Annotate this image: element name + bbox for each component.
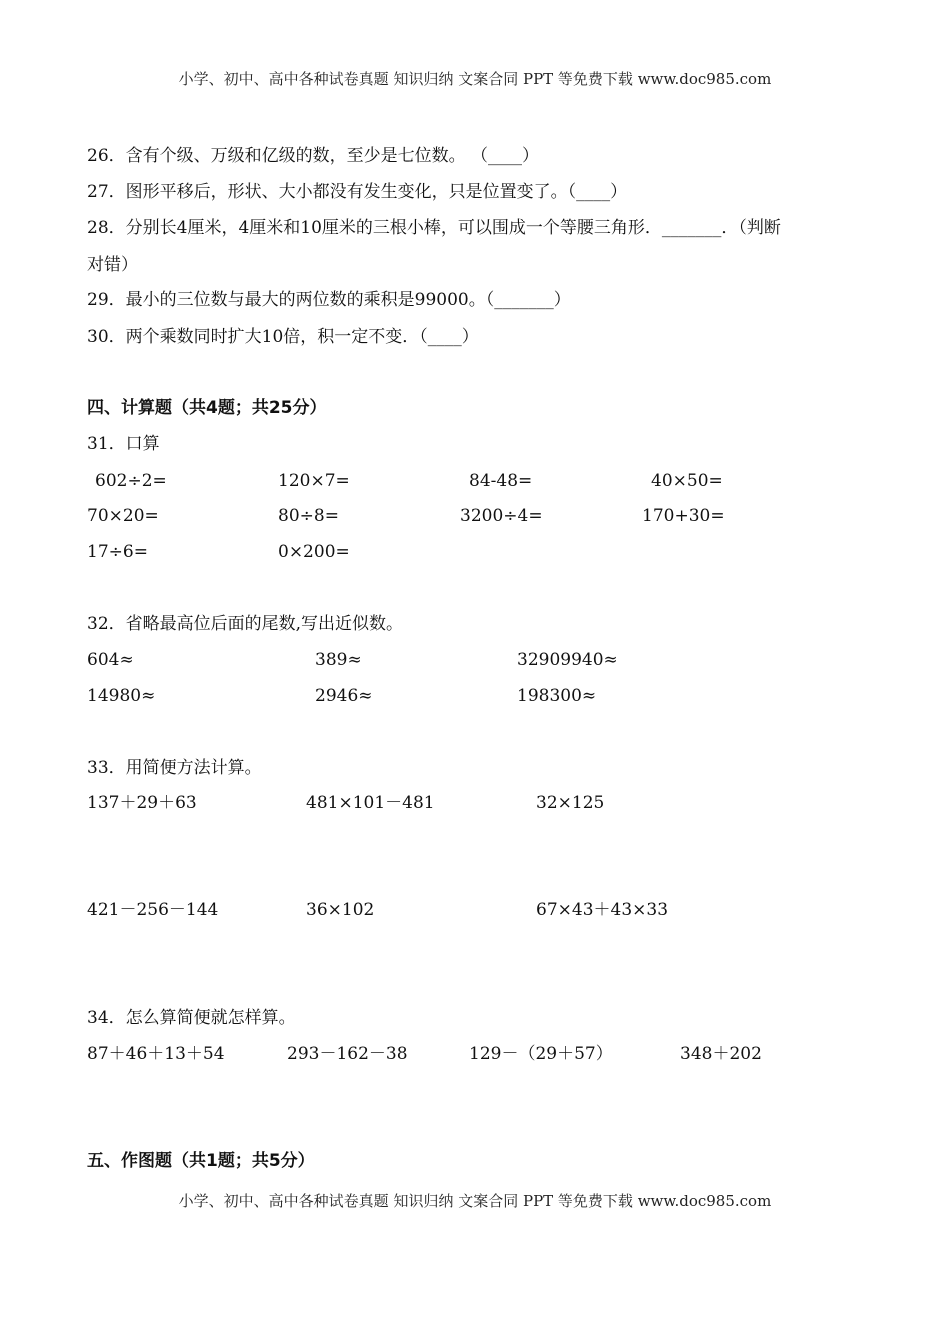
question-29: 29．最小的三位数与最大的两位数的乘积是99000。（_______） [87,290,571,310]
approx-item: 32909940≈ [517,650,618,670]
simplify-item: 137＋29＋63 [87,793,197,813]
oral-calc-item: 3200÷4= [460,506,543,526]
question-34-title: 34．怎么算简便就怎样算。 [87,1008,296,1028]
simplify-item: 421－256－144 [87,900,219,920]
oral-calc-item: 0×200= [278,542,350,562]
question-26: 26．含有个级、万级和亿级的数，至少是七位数。 （____） [87,146,540,166]
simplify-item: 67×43＋43×33 [536,900,669,920]
approx-item: 389≈ [315,650,362,670]
question-28-line1: 28．分别长4厘米，4厘米和10厘米的三根小棒，可以围成一个等腰三角形．_______．（判断 [87,218,781,238]
calc-item: 87＋46＋13＋54 [87,1044,225,1064]
approx-item: 2946≈ [315,686,373,706]
oral-calc-item: 70×20= [87,506,159,526]
approx-item: 604≈ [87,650,134,670]
calc-item: 348＋202 [680,1044,762,1064]
oral-calc-item: 170+30= [642,506,725,526]
calc-item: 129－（29＋57） [469,1044,613,1064]
approx-item: 14980≈ [87,686,156,706]
oral-calc-item: 120×7= [278,471,350,491]
approx-item: 198300≈ [517,686,597,706]
section-4-title: 四、计算题（共4题；共25分） [87,398,327,418]
calc-item: 293－162－38 [287,1044,408,1064]
section-5-title: 五、作图题（共1题；共5分） [87,1151,315,1171]
question-27: 27．图形平移后，形状、大小都没有发生变化，只是位置变了。（____） [87,182,628,202]
question-28-line2: 对错） [87,255,138,275]
simplify-item: 32×125 [536,793,605,813]
oral-calc-item: 84-48= [469,471,533,491]
simplify-item: 36×102 [306,900,375,920]
question-33-title: 33．用简便方法计算。 [87,758,262,778]
oral-calc-item: 17÷6= [87,542,148,562]
oral-calc-item: 602÷2= [95,471,167,491]
oral-calc-item: 40×50= [651,471,723,491]
question-30: 30．两个乘数同时扩大10倍，积一定不变．（____） [87,327,479,347]
question-32-title: 32．省略最高位后面的尾数,写出近似数。 [87,614,404,634]
simplify-item: 481×101－481 [306,793,435,813]
header-banner: 小学、初中、高中各种试卷真题 知识归纳 文案合同 PPT 等免费下载 www.doc985.com [178,70,772,88]
footer-banner: 小学、初中、高中各种试卷真题 知识归纳 文案合同 PPT 等免费下载 www.doc985.com [178,1192,772,1210]
oral-calc-item: 80÷8= [278,506,339,526]
question-31-title: 31．口算 [87,434,160,454]
